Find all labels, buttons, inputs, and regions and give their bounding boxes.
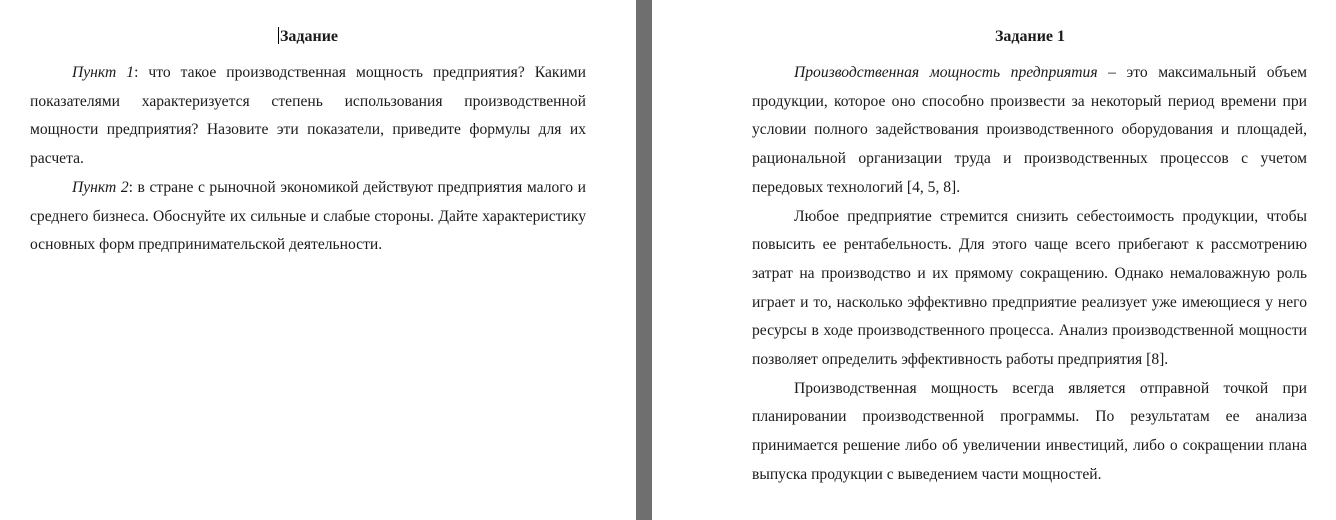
left-page-title <box>30 27 586 47</box>
paragraph-text: Производственная мощность всегда является отправной точкой при планировании производственной программы. По результатам ее анализа принимается решение либо об увеличении инвестиций, либо о сокращении плана выпуска продукции с выведением части мощностей. <box>752 379 1307 483</box>
left-page[interactable] <box>0 0 636 520</box>
left-page-title-text: Задание <box>279 28 339 45</box>
paragraph-lead: Пункт 2 <box>72 178 129 196</box>
paragraph-item-1 <box>30 59 586 174</box>
paragraph-item-2 <box>30 174 586 260</box>
right-page-title: Задание 1 <box>994 28 1066 45</box>
right-page-body <box>752 59 1307 490</box>
paragraph-text: Любое предприятие стремится снизить себестоимость продукции, чтобы повысить ее рентабельность. Для этого чаще всего прибегают к рассмотрению затрат на производство и их прямому сокращению. Однако немаловажную роль играет и то, насколько эффективно предприятие реализует уже имеющиеся у него ресурсы в ходе производственного процесса. Анализ производственной мощности позволяет определить эффективность работы предприятия [8]. <box>752 207 1307 369</box>
paragraph-cost <box>752 203 1307 375</box>
page-gutter <box>636 0 652 520</box>
text-cursor <box>278 27 279 44</box>
paragraph-text: : в стране с рыночной экономикой действуют предприятия малого и среднего бизнеса. Обоснуйте их сильные и слабые стороны. Дайте характеристику основных форм предпринимательской деятельности. <box>30 178 586 254</box>
paragraph-planning <box>752 375 1307 490</box>
paragraph-text: – это максимальный объем продукции, которое оно способно произвести за некоторый период времени при условии полного задействования производственного оборудования и площадей, рациональной организации труда и производственных процессов с учетом передовых технологий [4, 5, 8]. <box>752 64 1307 196</box>
paragraph-lead: Пункт 1 <box>72 64 135 81</box>
paragraph-lead: Производственная мощность предприятия <box>794 64 1098 81</box>
paragraph-definition <box>752 59 1307 203</box>
left-page-body <box>30 59 586 260</box>
paragraph-text: : что такое производственная мощность предприятия? Какими показателями характеризуется степень использования производственной мощности предприятия? Назовите эти показатели, приведите формулы для их расчета. <box>30 64 586 168</box>
right-page[interactable] <box>652 0 1336 520</box>
